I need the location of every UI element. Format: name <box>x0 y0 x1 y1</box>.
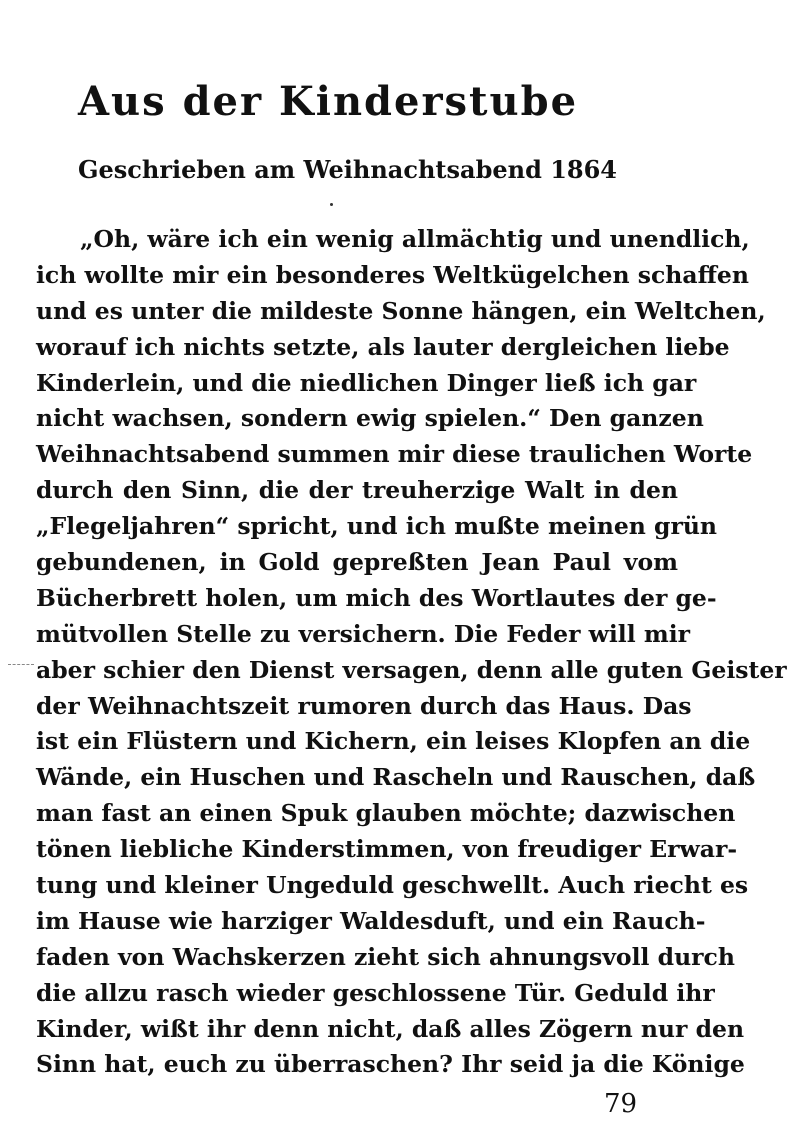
text-line: ist ein Flüstern und Kichern, ein leises Klopfen an die <box>36 727 751 756</box>
text-line: worauf ich nichts setzte, als lauter dergleichen liebe <box>36 332 730 361</box>
text-line: und es unter die mildeste Sonne hängen, ein Weltchen, <box>36 296 766 325</box>
text-line: Sinn hat, euch zu überraschen? Ihr seid ja die Könige <box>36 1050 745 1079</box>
text-line: tönen liebliche Kinderstimmen, von freudiger Erwar- <box>36 835 738 864</box>
body-text <box>36 222 787 1083</box>
text-line: im Hause wie harziger Waldesduft, und ein Rauch- <box>36 906 706 935</box>
text-line: Kinderlein, und die niedlichen Dinger ließ ich gar <box>36 368 697 397</box>
text-line: faden von Wachskerzen zieht sich ahnungsvoll durch <box>36 942 735 971</box>
text-line: man fast an einen Spuk glauben möchte; dazwischen <box>36 799 736 828</box>
text-line: aber schier den Dienst versagen, denn alle guten Geister <box>36 655 787 684</box>
text-line: Wände, ein Huschen und Rascheln und Rauschen, daß <box>36 763 756 792</box>
text-line: der Weihnachtszeit rumoren durch das Haus. Das <box>36 691 692 720</box>
chapter-subtitle: Geschrieben am Weihnachtsabend 1864 <box>78 155 618 184</box>
text-line: ich wollte mir ein besonderes Weltkügelchen schaffen <box>36 260 749 289</box>
text-line: Weihnachtsabend summen mir diese traulichen Worte <box>36 440 753 469</box>
chapter-title: Aus der Kinderstube <box>78 78 579 125</box>
text-line: nicht wachsen, sondern ewig spielen.“ Den ganzen <box>36 404 704 433</box>
text-line: mütvollen Stelle zu versichern. Die Feder will mir <box>36 619 691 648</box>
margin-mark <box>8 664 34 665</box>
page-number: 79 <box>604 1089 638 1119</box>
text-line: Bücherbrett holen, um mich des Wortlautes der ge- <box>36 583 717 612</box>
text-line: tung und kleiner Ungeduld geschwellt. Auch riecht es <box>36 871 749 900</box>
text-line: „Flegeljahren“ spricht, und ich mußte meinen grün <box>36 512 718 541</box>
text-line: gebundenen, in Gold gepreßten Jean Paul vom <box>36 548 678 577</box>
text-line: Kinder, wißt ihr denn nicht, daß alles Zögern nur den <box>36 1014 745 1043</box>
text-line: die allzu rasch wieder geschlossene Tür. Geduld ihr <box>36 978 715 1007</box>
text-line: durch den Sinn, die der treuherzige Walt in den <box>36 476 678 505</box>
text-line: „Oh, wäre ich ein wenig allmächtig und unendlich, <box>80 225 750 253</box>
print-speck <box>330 203 333 206</box>
